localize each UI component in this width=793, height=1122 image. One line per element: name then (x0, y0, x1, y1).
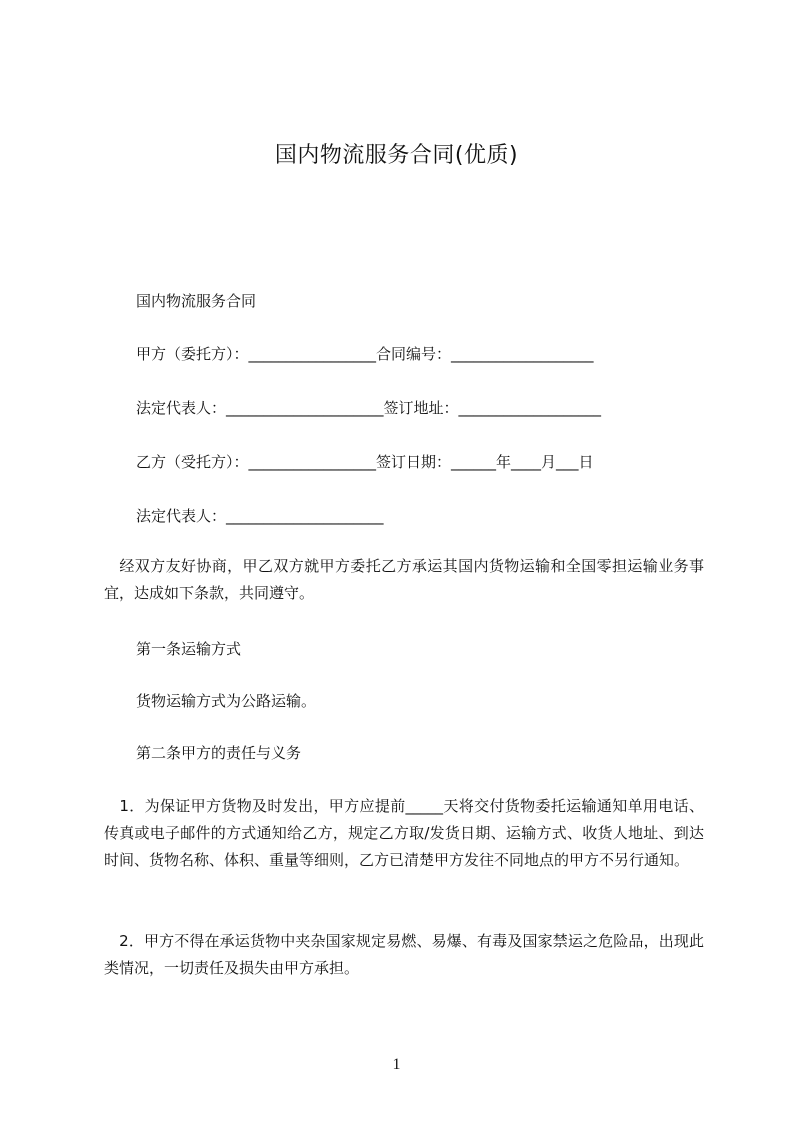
representative-line: 法定代表人：_____________________ (136, 507, 384, 525)
party-b-line: 乙方（受托方）：_________________签订日期：______年____月___日 (136, 453, 594, 471)
article-1-title: 第一条运输方式 (136, 640, 242, 658)
page-number: 1 (392, 1056, 401, 1073)
intro-paragraph: 经双方友好协商，甲乙双方就甲方委托乙方承运其国内货物运输和全国零担运输业务事宜，达成如下条款，共同遵守。 (104, 557, 704, 602)
article-1-text: 货物运输方式为公路运输。 (136, 692, 317, 710)
contract-subtitle: 国内物流服务合同 (136, 292, 257, 310)
clause-1-paragraph: 1．为保证甲方货物及时发出，甲方应提前_____天将交付货物委托运输通知单用电话、传真或电子邮件的方式通知给乙方，规定乙方取/发货日期、运输方式、收货人地址、到达时间、货物名称、体积、重量等细则，乙方已清楚甲方发往不同地点的甲方不另行通知。 (104, 797, 704, 869)
clause-2-paragraph: 2．甲方不得在承运货物中夹杂国家规定易燃、易爆、有毒及国家禁运之危险品，出现此类情况，一切责任及损失由甲方承担。 (104, 932, 704, 977)
representative-sign-address-line: 法定代表人：_____________________签订地址：___________________ (136, 399, 602, 417)
document-title: 国内物流服务合同(优质) (274, 143, 519, 168)
article-2-title: 第二条甲方的责任与义务 (136, 744, 302, 762)
party-a-line: 甲方（委托方）：_________________合同编号：___________________ (136, 345, 594, 363)
